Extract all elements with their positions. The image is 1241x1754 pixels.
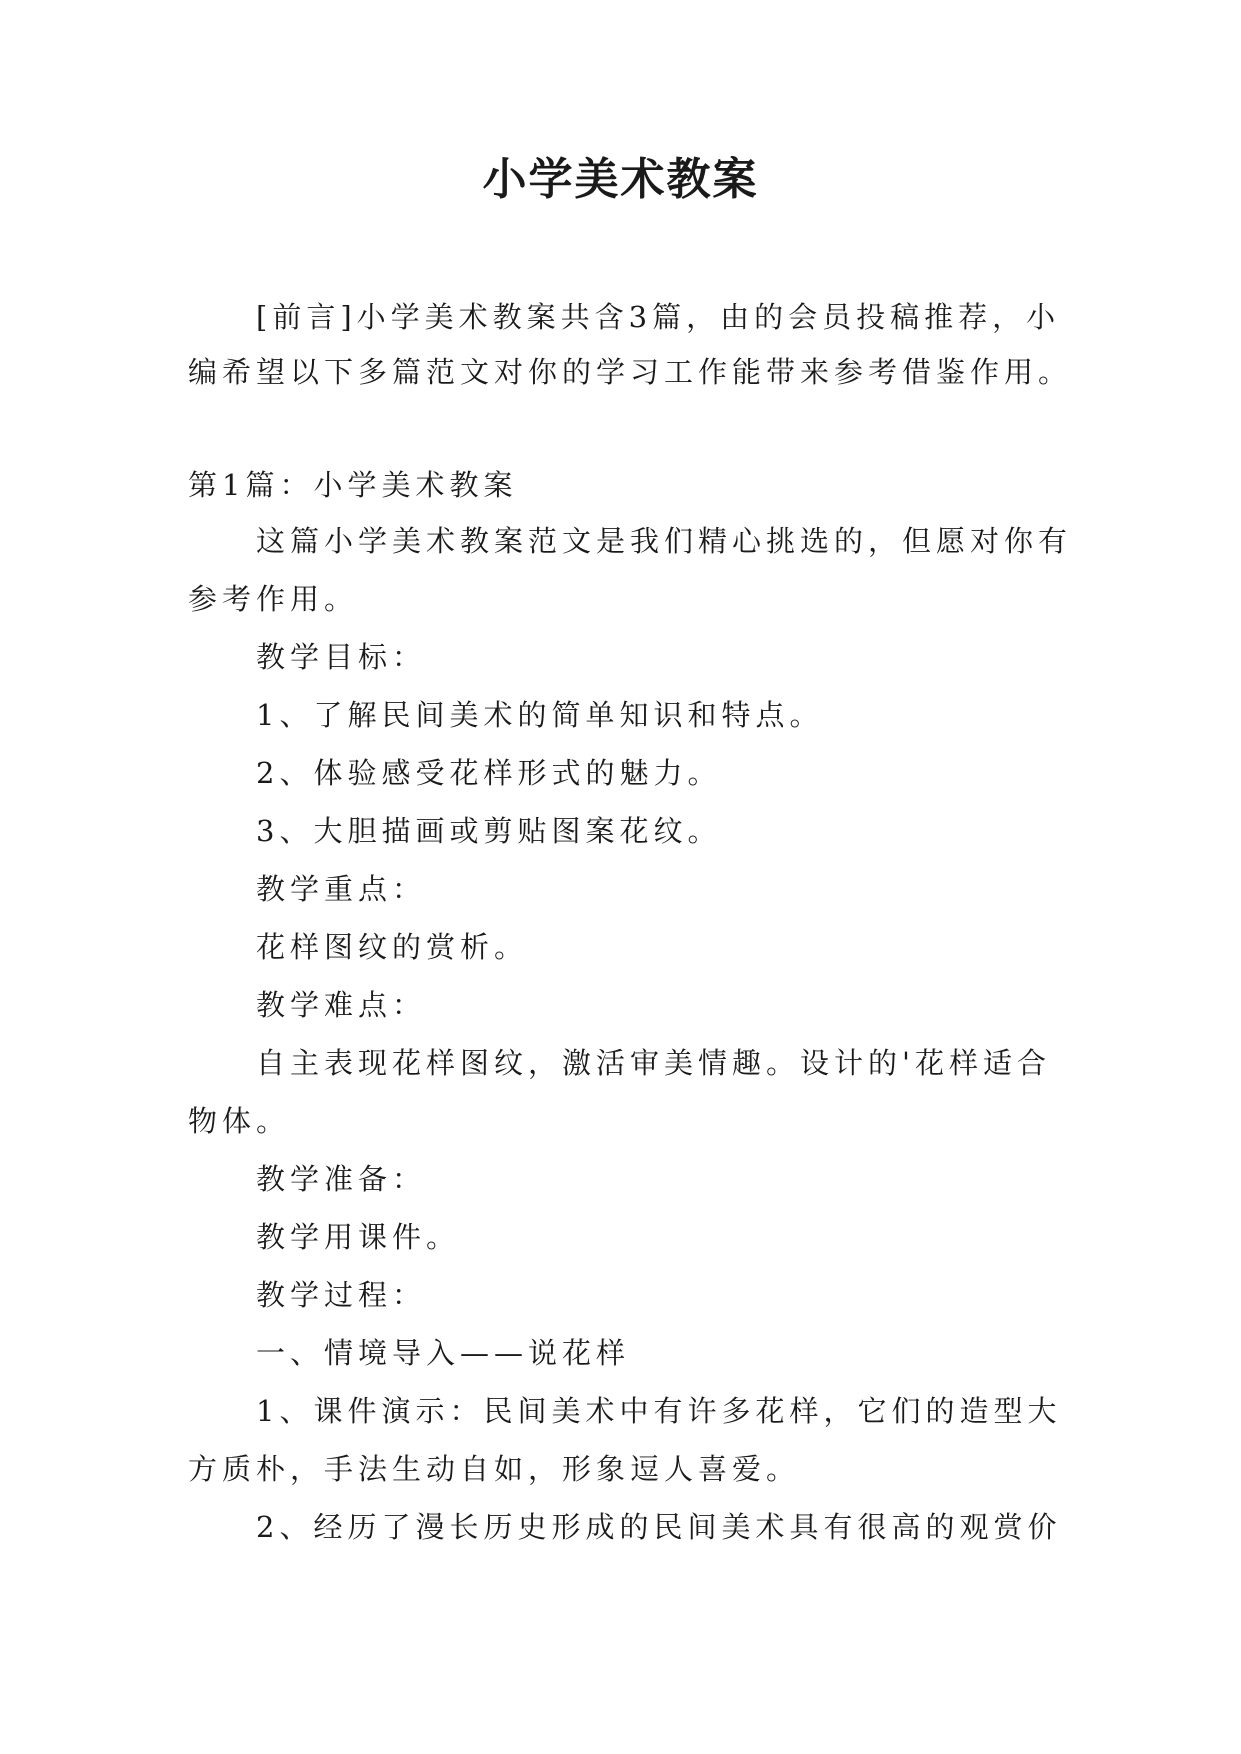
paragraph-line: 花样图纹的赏析。 [256, 930, 529, 964]
paragraph-line: 教学重点： [256, 872, 427, 906]
paragraph-line: 教学用课件。 [256, 1220, 461, 1254]
paragraph-line: 教学难点： [256, 988, 427, 1022]
paragraph-line: 物体。 [188, 1104, 291, 1138]
paragraph-line: 一、情境导入——说花样 [256, 1336, 631, 1370]
paragraph-line: 参考作用。 [188, 582, 359, 616]
paragraph-line: 教学准备： [256, 1162, 427, 1196]
preface-line-2: 编希望以下多篇范文对你的学习工作能带来参考借鉴作用。 [188, 355, 1073, 389]
preface-line-1: [前言]小学美术教案共含3篇，由的会员投稿推荐，小 [256, 300, 1061, 334]
paragraph-line: 1、课件演示：民间美术中有许多花样，它们的造型大 [256, 1394, 1062, 1428]
paragraph-line: 教学目标： [256, 640, 427, 674]
paragraph-line: 自主表现花样图纹，激活审美情趣。设计的'花样适合 [256, 1046, 1051, 1080]
paragraph-line: 3、大胆描画或剪贴图案花纹。 [256, 814, 722, 848]
paragraph-line: 1、了解民间美术的简单知识和特点。 [256, 698, 824, 732]
paragraph-line: 方质朴，手法生动自如，形象逗人喜爱。 [188, 1452, 801, 1486]
paragraph-line: 这篇小学美术教案范文是我们精心挑选的，但愿对你有 [256, 524, 1073, 558]
paragraph-line: 教学过程： [256, 1278, 427, 1312]
document-title: 小学美术教案 [482, 154, 759, 205]
paragraph-line: 2、经历了漫长历史形成的民间美术具有很高的观赏价 [256, 1510, 1062, 1544]
section-heading: 第1篇：小学美术教案 [188, 468, 518, 502]
paragraph-line: 2、体验感受花样形式的魅力。 [256, 756, 722, 790]
